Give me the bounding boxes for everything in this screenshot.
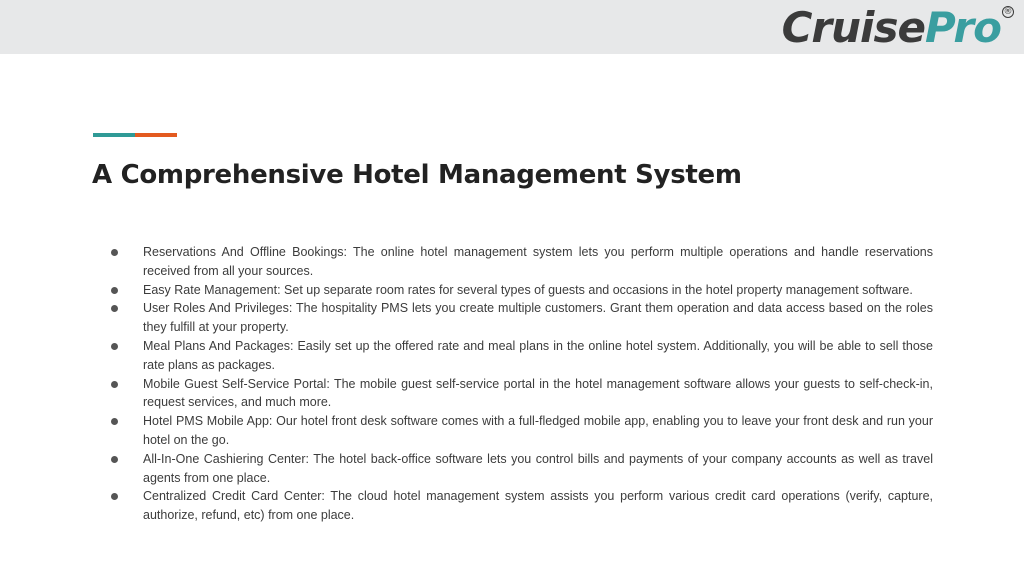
bullet-icon (111, 418, 118, 425)
list-item-text: All-In-One Cashiering Center: The hotel back-office software lets you control bills and payments of your company accounts as well as travel agents from one place. (143, 451, 933, 485)
bullet-icon (111, 305, 118, 312)
list-item (107, 281, 933, 300)
logo-text (782, 3, 1001, 53)
list-item-text: Mobile Guest Self-Service Portal: The mobile guest self-service portal in the hotel management software allows your guests to self-check-in, request services, and much more. (143, 376, 933, 410)
list-item (107, 450, 933, 488)
list-item-text: Reservations And Offline Bookings: The online hotel management system lets you perform multiple operations and handle reservations received from all your sources. (143, 245, 933, 278)
list-item (107, 337, 933, 375)
page-title: A Comprehensive Hotel Management System (92, 160, 742, 190)
registered-mark: ® (1003, 7, 1013, 17)
bullet-icon (111, 493, 118, 500)
cruisepro-logo (782, 3, 1014, 53)
list-item-text: Easy Rate Management: Set up separate room rates for several types of guests and occasions in the hotel property management software. (143, 282, 913, 297)
list-item (107, 243, 933, 281)
bullet-icon (111, 249, 118, 256)
bullet-icon (111, 343, 118, 350)
logo-pro: Pro (924, 3, 1001, 52)
list-item-text: Centralized Credit Card Center: The cloud hotel management system assists you perform various credit card operations (verify, capture, authorize, refund, etc) from one place. (143, 489, 933, 523)
bullet-icon (111, 287, 118, 294)
list-item (107, 487, 933, 525)
list-item-text: Meal Plans And Packages: Easily set up the offered rate and meal plans in the online hotel system. Additionally, you will be able to sell those rate plans as packages. (143, 338, 933, 372)
feature-list (107, 243, 933, 525)
logo-cruise: Cruise (781, 3, 925, 52)
list-item (107, 412, 933, 450)
bullet-icon (111, 381, 118, 388)
accent-orange-segment (135, 133, 177, 137)
list-item (107, 299, 933, 337)
list-item-text: User Roles And Privileges: The hospitality PMS lets you create multiple customers. Grant them operation and data access based on the roles they fulfill at your property. (143, 301, 933, 335)
list-item-text: Hotel PMS Mobile App: Our hotel front desk software comes with a full-fledged mobile app, enabling you to leave your front desk and run your hotel on the go. (143, 414, 933, 447)
accent-teal-segment (93, 133, 135, 137)
list-item (107, 375, 933, 413)
header-bar (0, 0, 1024, 54)
title-accent-line (93, 133, 177, 137)
bullet-icon (111, 456, 118, 463)
